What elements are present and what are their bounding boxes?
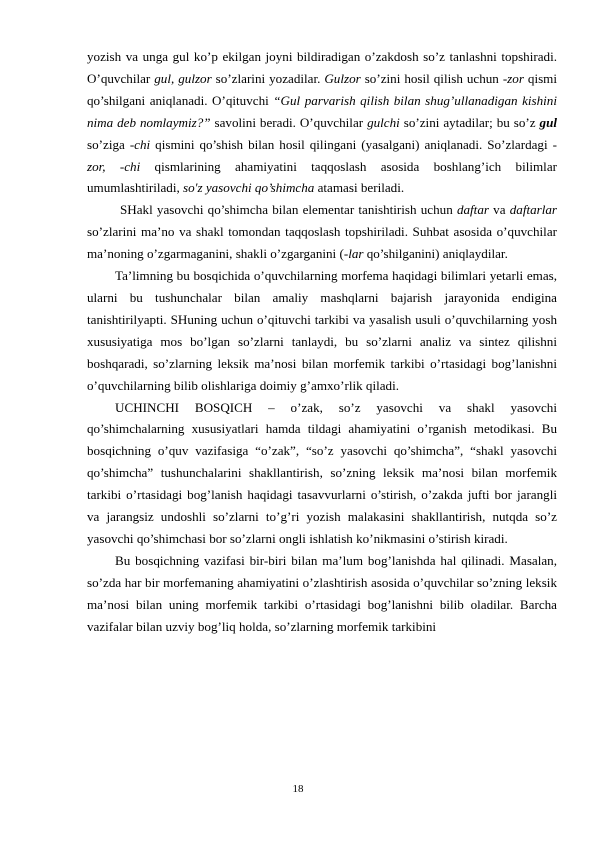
text-run: qismini qo’shish bilan hosil qilingani (yasalgani) aniqlanadi. So’zlardagi bbox=[150, 136, 553, 152]
paragraph-5 bbox=[87, 550, 557, 638]
emphasized-term: daftarlar bbox=[509, 202, 558, 218]
paragraph-4 bbox=[87, 397, 557, 550]
text-run: savolini beradi. O’quvchilar bbox=[210, 114, 368, 130]
text-run: Ta’limning bu bosqichida o’quvchilarning morfema haqidagi bilimlari yetarli emas, ularni bu tushunchalar bilan amaliy mashqlarni bajarish jarayonida endigina tanishtirilyapti. SHuning uchun o’qituvchi tarkibi va yasalish usuli o’quvchilarning yosh xususiyatiga mos bo’lgan so’zlarni tanlaydi, bu so’zlarni analiz va sintez qilishni boshqaradi, so’zlarning leksik ma’nosi bilan morfemik tarkibi o’rtasidagi bog’lanishni o’quvchilarning bilib olishlariga doimiy g’amxo’rlik qiladi. bbox=[87, 268, 557, 393]
emphasized-term: so'z yasovchi qo’shimcha bbox=[183, 180, 315, 196]
emphasized-term: gul bbox=[539, 114, 557, 130]
emphasized-term: daftar bbox=[456, 202, 489, 218]
emphasized-term: Gulzor bbox=[324, 70, 361, 86]
text-run: SHakl yasovchi qo’shimcha bilan elementar tanishtirish uchun bbox=[120, 202, 457, 218]
text-run: UCHINCHI BOSQICH – o’zak, so’z yasovchi va shakl yasovchi qo’shimchalarning xususiyatlari hamda tildagi ahamiyatini o’rganish metodikasi. Bu bosqichning o’quv vazifasiga “o’zak”, “so’z yasovchi qo’shimcha”, “shakl yasovchi qo’shimcha” tushunchalarini shakllantirish, so’zning leksik ma’nosi bilan morfemik tarkibi o’rtasidagi bog’lanish haqidagi tasavvurlarni o’stirish, o’zakda jufti bor jarangli va jarangsiz undoshli so’zlarni to’g’ri yozish malakasini shakllantirish, nutqda so’z yasovchi qo’shimchasi bor so’zlarni ongli ishlatish ko’nikmasini o’stirish kiradi. bbox=[87, 399, 557, 546]
text-run: qismlarining ahamiyatini taqqoslash asosida boshlang’ich bilimlar umumlashtiriladi, bbox=[87, 158, 557, 196]
emphasized-term: “Gul parvarish qilish bilan shug’ullanadigan kishini nima deb nomlaymiz?” bbox=[87, 92, 557, 130]
text-run: so’zini hosil qilish uchun bbox=[360, 70, 503, 86]
text-run: atamasi beriladi. bbox=[314, 180, 405, 196]
paragraph-2 bbox=[87, 199, 557, 265]
emphasized-term: -zor, -chi bbox=[87, 136, 557, 174]
text-run: va bbox=[488, 202, 510, 218]
text-run: so’zlarini yozadilar. bbox=[211, 70, 325, 86]
text-run: qo’shilganini) aniqlaydilar. bbox=[363, 246, 508, 262]
page-number: 18 bbox=[292, 783, 304, 795]
emphasized-term: -lar bbox=[343, 246, 364, 262]
text-run: Bu bosqichning vazifasi bir-biri bilan ma’lum bog’lanishda hal qilinadi. Masalan, so’zda har bir morfemaning ahamiyatini o’zlashtirish asosida o’quvchilar so’zning leksik ma’nosi bilan uning morfemik tarkibi o’rtasidagi bog’lanishni bilib oladilar. Barcha vazifalar bilan uzviy bog’liq holda, so’zlarning morfemik tarkibini bbox=[87, 552, 557, 634]
paragraph-3 bbox=[87, 265, 557, 396]
text-run: qismi qo’shilgani aniqlanadi. O’qituvchi bbox=[87, 70, 557, 108]
text-run: so’ziga bbox=[87, 136, 130, 152]
text-run: yozish va unga gul ko’p ekilgan joyni bildiradigan o’zakdosh so’z tanlashni topshiradi. O’quvchilar bbox=[87, 49, 557, 86]
emphasized-term: -chi bbox=[129, 136, 151, 152]
paragraph-1 bbox=[87, 46, 557, 199]
text-run: so’zlarini ma’no va shakl tomondan taqqoslash topshiriladi. Suhbat asosida o’quvchilar ma’noning o’zgarmaganini, shakli o’zgarganini ( bbox=[87, 224, 557, 262]
emphasized-term: gulchi bbox=[367, 114, 400, 130]
text-run: so’zini aytadilar; bu so’z bbox=[399, 114, 540, 130]
document-page bbox=[87, 46, 557, 637]
emphasized-term: gul, gulzor bbox=[154, 70, 212, 86]
emphasized-term: -zor bbox=[502, 70, 524, 86]
